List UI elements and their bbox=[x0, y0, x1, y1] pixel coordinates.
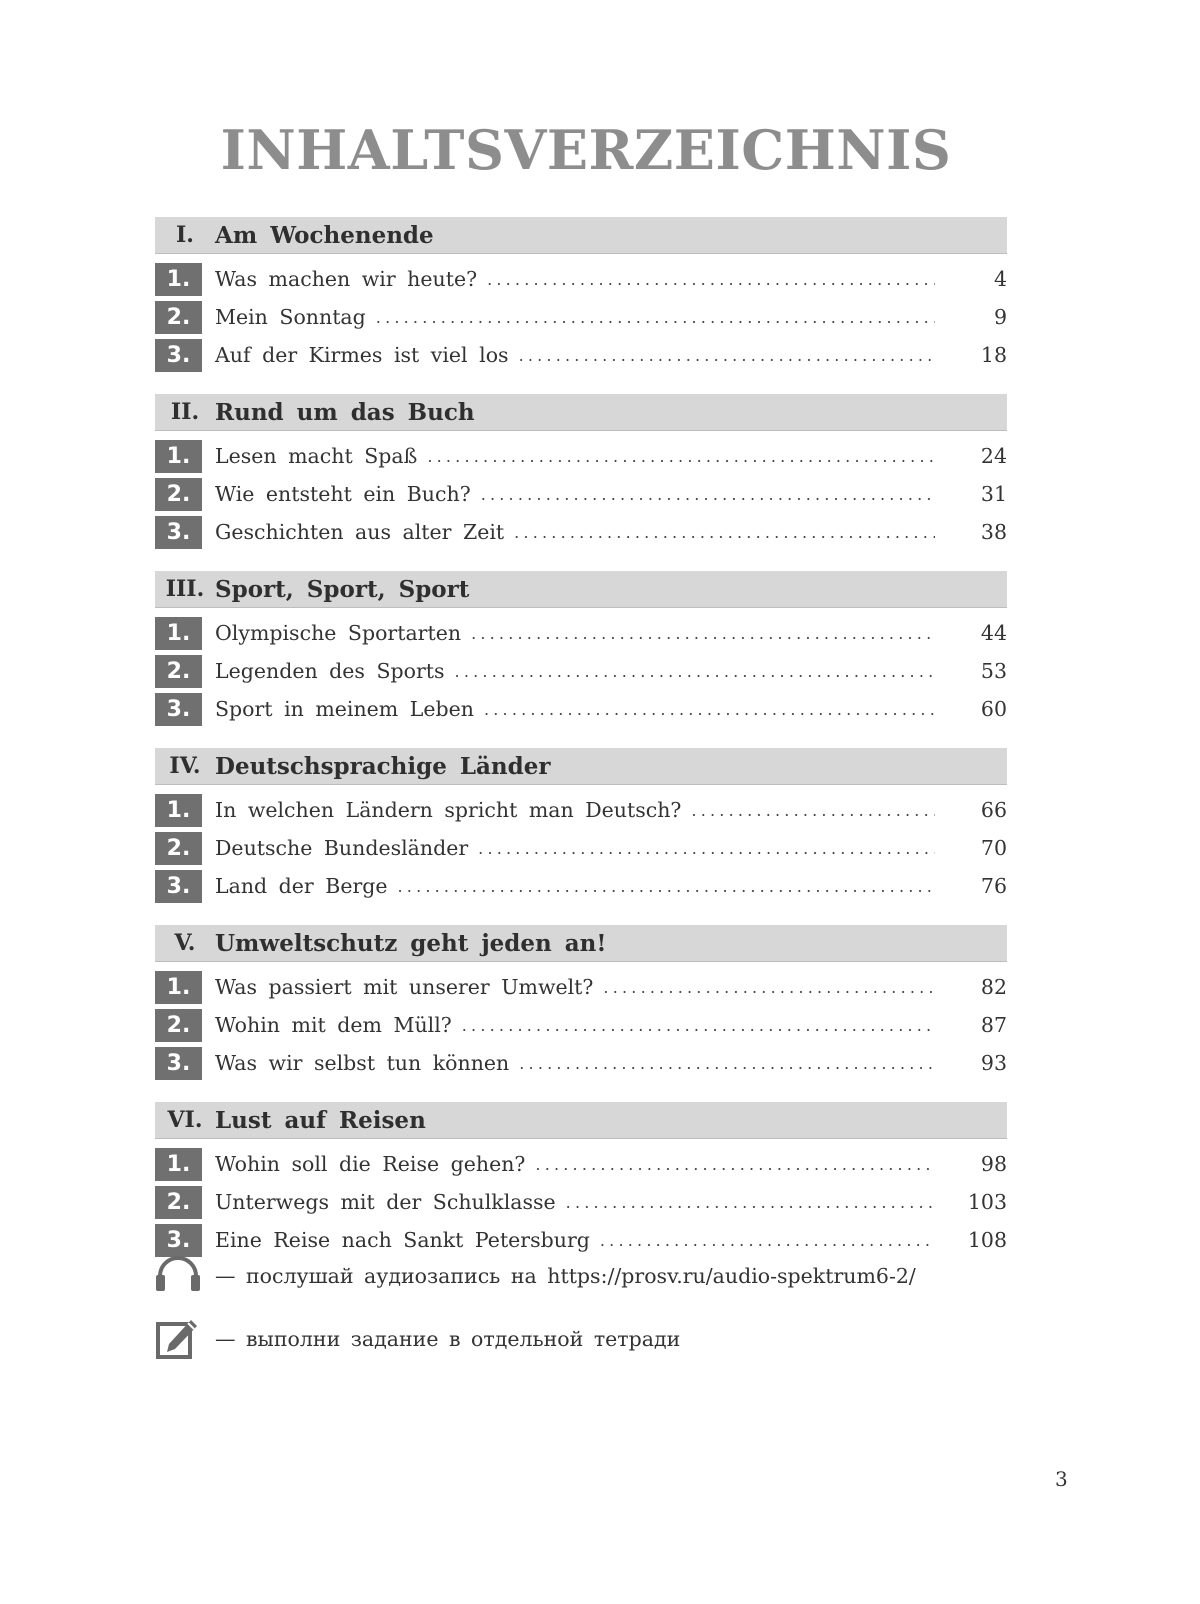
lesson-number-badge: 2. bbox=[155, 832, 202, 865]
page-number: 3 bbox=[1055, 1467, 1068, 1491]
entry-page-number: 76 bbox=[980, 874, 1007, 898]
toc-section bbox=[155, 394, 1007, 551]
toc-section bbox=[155, 925, 1007, 1082]
entry-title: Was passiert mit unserer Umwelt? bbox=[215, 975, 594, 999]
entry-page-number: 93 bbox=[980, 1051, 1007, 1075]
section-title: Umweltschutz geht jeden an! bbox=[215, 929, 607, 957]
lesson-number-badge: 1. bbox=[155, 971, 202, 1004]
dot-leader bbox=[535, 1155, 935, 1174]
section-header bbox=[155, 571, 1007, 608]
section-title: Deutschsprachige Länder bbox=[215, 752, 551, 780]
toc-entry bbox=[155, 513, 1007, 551]
toc-section bbox=[155, 217, 1007, 374]
toc-entry bbox=[155, 1221, 1007, 1259]
toc-entry bbox=[155, 1006, 1007, 1044]
entry-title: Wie entsteht ein Buch? bbox=[215, 482, 471, 506]
notebook-edit-icon bbox=[155, 1314, 201, 1364]
dot-leader bbox=[481, 485, 935, 504]
lesson-number-badge: 1. bbox=[155, 440, 202, 473]
entry-page-number: 98 bbox=[980, 1152, 1007, 1176]
entry-title: Land der Berge bbox=[215, 874, 388, 898]
entry-page-number: 4 bbox=[993, 267, 1007, 291]
toc-section bbox=[155, 571, 1007, 728]
dot-leader bbox=[691, 801, 935, 820]
entry-page-number: 66 bbox=[980, 798, 1007, 822]
lesson-number-badge: 3. bbox=[155, 1047, 202, 1080]
toc-entry bbox=[155, 437, 1007, 475]
dot-leader bbox=[566, 1193, 935, 1212]
dot-leader bbox=[519, 1054, 935, 1073]
entry-title: Was machen wir heute? bbox=[215, 267, 478, 291]
dot-leader bbox=[427, 447, 935, 466]
toc-entry bbox=[155, 1183, 1007, 1221]
toc-entry bbox=[155, 690, 1007, 728]
entry-page-number: 18 bbox=[980, 343, 1007, 367]
toc-entry bbox=[155, 298, 1007, 336]
entry-page-number: 44 bbox=[980, 621, 1007, 645]
entry-title: Was wir selbst tun können bbox=[215, 1051, 510, 1075]
lesson-number-badge: 3. bbox=[155, 516, 202, 549]
lesson-number-badge: 3. bbox=[155, 339, 202, 372]
entry-title: Geschichten aus alter Zeit bbox=[215, 520, 505, 544]
dot-leader bbox=[398, 877, 936, 896]
section-header bbox=[155, 394, 1007, 431]
dot-leader bbox=[519, 346, 935, 365]
table-of-contents bbox=[155, 217, 1007, 1279]
lesson-number-badge: 1. bbox=[155, 617, 202, 650]
entry-page-number: 60 bbox=[980, 697, 1007, 721]
toc-entry bbox=[155, 336, 1007, 374]
lesson-number-badge: 3. bbox=[155, 870, 202, 903]
entry-title: Legenden des Sports bbox=[215, 659, 445, 683]
lesson-number-badge: 2. bbox=[155, 1009, 202, 1042]
entry-title: Wohin soll die Reise gehen? bbox=[215, 1152, 526, 1176]
toc-entry bbox=[155, 475, 1007, 513]
section-header bbox=[155, 748, 1007, 785]
lesson-number-badge: 1. bbox=[155, 1148, 202, 1181]
toc-entry bbox=[155, 260, 1007, 298]
lesson-number-badge: 2. bbox=[155, 478, 202, 511]
dot-leader bbox=[478, 839, 935, 858]
entry-title: Sport in meinem Leben bbox=[215, 697, 474, 721]
entry-title: Wohin mit dem Müll? bbox=[215, 1013, 452, 1037]
toc-entry bbox=[155, 791, 1007, 829]
entry-page-number: 24 bbox=[980, 444, 1007, 468]
section-title: Sport, Sport, Sport bbox=[215, 575, 470, 603]
toc-entry bbox=[155, 968, 1007, 1006]
lesson-number-badge: 2. bbox=[155, 1186, 202, 1219]
lesson-number-badge: 1. bbox=[155, 794, 202, 827]
entry-title: Deutsche Bundesländer bbox=[215, 836, 469, 860]
headphones-icon bbox=[155, 1256, 201, 1296]
entry-page-number: 9 bbox=[993, 305, 1007, 329]
section-number: I. bbox=[176, 222, 194, 248]
section-number: IV. bbox=[169, 753, 201, 779]
lesson-number-badge: 3. bbox=[155, 1224, 202, 1257]
legend-notebook bbox=[155, 1314, 680, 1364]
section-title: Lust auf Reisen bbox=[215, 1106, 426, 1134]
entry-page-number: 31 bbox=[980, 482, 1007, 506]
entry-title: Lesen macht Spaß bbox=[215, 444, 418, 468]
section-header bbox=[155, 217, 1007, 254]
dot-leader bbox=[603, 978, 935, 997]
entry-title: Unterwegs mit der Schulklasse bbox=[215, 1190, 556, 1214]
dot-leader bbox=[514, 523, 935, 542]
entry-page-number: 82 bbox=[980, 975, 1007, 999]
toc-entry bbox=[155, 829, 1007, 867]
section-header bbox=[155, 925, 1007, 962]
dot-leader bbox=[484, 700, 935, 719]
toc-entry bbox=[155, 1044, 1007, 1082]
entry-title: Mein Sonntag bbox=[215, 305, 366, 329]
legend-notebook-text: — выполни задание в отдельной тетради bbox=[215, 1327, 681, 1351]
lesson-number-badge: 2. bbox=[155, 655, 202, 688]
legend-audio bbox=[155, 1256, 916, 1296]
entry-page-number: 53 bbox=[980, 659, 1007, 683]
entry-title: Auf der Kirmes ist viel los bbox=[215, 343, 509, 367]
entry-page-number: 87 bbox=[980, 1013, 1007, 1037]
section-header bbox=[155, 1102, 1007, 1139]
dot-leader bbox=[376, 308, 935, 327]
toc-entry bbox=[155, 867, 1007, 905]
dot-leader bbox=[462, 1016, 935, 1035]
entry-title: In welchen Ländern spricht man Deutsch? bbox=[215, 798, 682, 822]
toc-section bbox=[155, 1102, 1007, 1259]
dot-leader bbox=[600, 1231, 935, 1250]
section-title: Rund um das Buch bbox=[215, 398, 475, 426]
entry-title: Olympische Sportarten bbox=[215, 621, 462, 645]
page-title: INHALTSVERZEICHNIS bbox=[220, 118, 952, 182]
lesson-number-badge: 2. bbox=[155, 301, 202, 334]
dot-leader bbox=[487, 270, 935, 289]
entry-page-number: 103 bbox=[967, 1190, 1007, 1214]
entry-title: Eine Reise nach Sankt Petersburg bbox=[215, 1228, 590, 1252]
toc-entry bbox=[155, 1145, 1007, 1183]
section-number: II. bbox=[170, 399, 200, 425]
dot-leader bbox=[471, 624, 935, 643]
entry-page-number: 38 bbox=[980, 520, 1007, 544]
toc-entry bbox=[155, 614, 1007, 652]
toc-section bbox=[155, 748, 1007, 905]
lesson-number-badge: 3. bbox=[155, 693, 202, 726]
dot-leader bbox=[455, 662, 935, 681]
section-title: Am Wochenende bbox=[215, 221, 434, 249]
entry-page-number: 70 bbox=[980, 836, 1007, 860]
section-number: VI. bbox=[167, 1107, 203, 1133]
lesson-number-badge: 1. bbox=[155, 263, 202, 296]
legend-audio-text: — послушай аудиозапись на https://prosv.ru/audio-spektrum6-2/ bbox=[215, 1264, 916, 1288]
section-number: III. bbox=[165, 576, 205, 602]
section-number: V. bbox=[174, 930, 196, 956]
entry-page-number: 108 bbox=[967, 1228, 1007, 1252]
toc-entry bbox=[155, 652, 1007, 690]
